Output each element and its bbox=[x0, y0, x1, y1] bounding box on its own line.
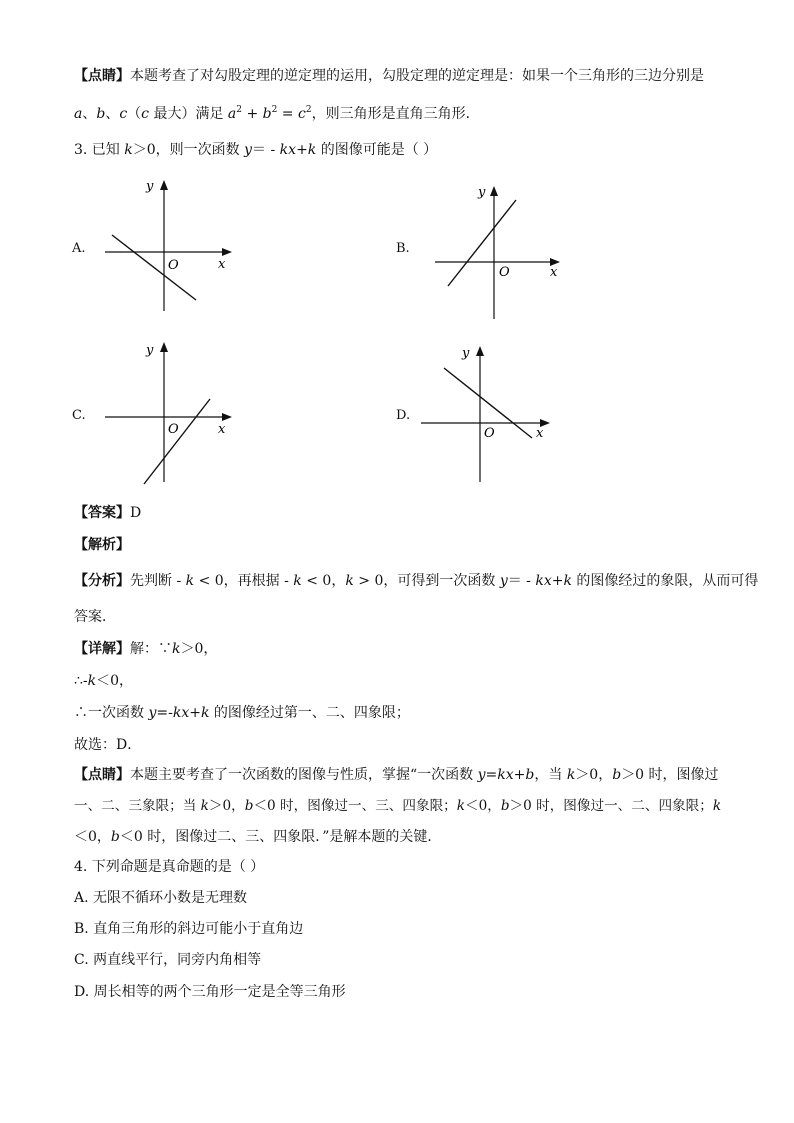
answer-line bbox=[74, 503, 141, 523]
graph-a-origin-label: O bbox=[168, 258, 179, 273]
graph-d-y-label: y bbox=[462, 346, 470, 361]
graph-c-origin-label: O bbox=[168, 422, 179, 437]
q3-option-a-label: A. bbox=[72, 241, 86, 256]
q3-graph-d bbox=[416, 340, 566, 485]
note1-tag: 【点睛】 bbox=[74, 68, 130, 84]
graph-c-x-label: x bbox=[218, 422, 226, 437]
graph-d-origin-label: O bbox=[484, 426, 495, 441]
q3-stem: 3. 已知 k＞0，则一次函数 y＝ - kx+k 的图像可能是（ ） bbox=[74, 142, 438, 158]
q3-option-d-label: D. bbox=[396, 408, 411, 423]
x-arrow-icon bbox=[222, 248, 232, 256]
answer-value: D bbox=[130, 505, 142, 521]
q4-option-c: C. 两直线平行，同旁内角相等 bbox=[74, 952, 262, 968]
note1-line2: a、b、c（c 最大）满足 $a^2 + b^2 = c^2$，则三角形是直角三角形． bbox=[74, 105, 480, 122]
detail-line3: ∴一次函数 y=-kx+k 的图像经过第一、二、四象限； bbox=[74, 705, 410, 721]
x-arrow-icon bbox=[222, 413, 232, 421]
y-arrow-icon bbox=[476, 346, 484, 356]
graph-d-x-label: x bbox=[536, 426, 544, 441]
detail-line2: ∴-k＜0， bbox=[74, 673, 134, 689]
detail-line1: 【详解】解：∵k＞0， bbox=[74, 641, 218, 657]
graph-a-line bbox=[112, 235, 196, 300]
fenxi-line2: 答案． bbox=[74, 609, 116, 625]
graph-a-y-label: y bbox=[146, 179, 154, 194]
note1-line1: 【点睛】本题考查了对勾股定理的逆定理的运用，勾股定理的逆定理是：如果一个三角形的三边分别是 bbox=[74, 68, 704, 84]
q4-option-d: D. 周长相等的两个三角形一定是全等三角形 bbox=[74, 984, 346, 1000]
note2-line3: ＜0，b＜0 时，图像过二、三、四象限．”是解本题的关键． bbox=[74, 829, 442, 845]
q3-graph-c bbox=[100, 336, 250, 486]
graph-c-line bbox=[144, 399, 210, 484]
answer-tag: 【答案】 bbox=[74, 505, 130, 521]
q3-option-b-label: B. bbox=[396, 241, 410, 256]
y-arrow-icon bbox=[160, 180, 168, 190]
note2-tag: 【点睛】 bbox=[74, 767, 130, 783]
pythagorean-formula: $a^2 + b^2 = c^2$ bbox=[227, 105, 312, 122]
note2-line1: 【点睛】本题主要考查了一次函数的图像与性质，掌握“一次函数 y=kx+b，当 k＞0，b＞0 时，图像过 bbox=[74, 767, 719, 783]
detail-tag: 【详解】 bbox=[74, 641, 130, 657]
q4-option-b: B. 直角三角形的斜边可能小于直角边 bbox=[74, 921, 304, 937]
detail-line4: 故选：D． bbox=[74, 737, 142, 753]
graph-b-y-label: y bbox=[478, 185, 486, 200]
graph-b-origin-label: O bbox=[499, 265, 510, 280]
q3-option-c-label: C. bbox=[72, 408, 86, 423]
y-arrow-icon bbox=[160, 342, 168, 352]
q3-graph-a bbox=[100, 172, 250, 317]
q3-graph-b bbox=[430, 178, 570, 323]
fenxi-line1: 【分析】先判断 - k < 0，再根据 - k < 0，k > 0，可得到一次函数 y＝ - kx+k 的图像经过的象限，从而可得 bbox=[74, 573, 759, 589]
graph-c-y-label: y bbox=[146, 343, 154, 358]
graph-b-x-label: x bbox=[550, 265, 558, 280]
y-arrow-icon bbox=[490, 186, 498, 196]
note2-line2: 一、二、三象限；当 k＞0，b＜0 时，图像过一、三、四象限；k＜0，b＞0 时，图像过一、二、四象限；k bbox=[74, 798, 722, 814]
q4-stem: 4. 下列命题是真命题的是（ ） bbox=[74, 859, 265, 875]
fenxi-tag: 【分析】 bbox=[74, 573, 130, 589]
graph-a-x-label: x bbox=[218, 257, 226, 272]
q4-option-a: A. 无限不循环小数是无理数 bbox=[74, 890, 248, 906]
analysis-heading: 【解析】 bbox=[74, 537, 130, 553]
